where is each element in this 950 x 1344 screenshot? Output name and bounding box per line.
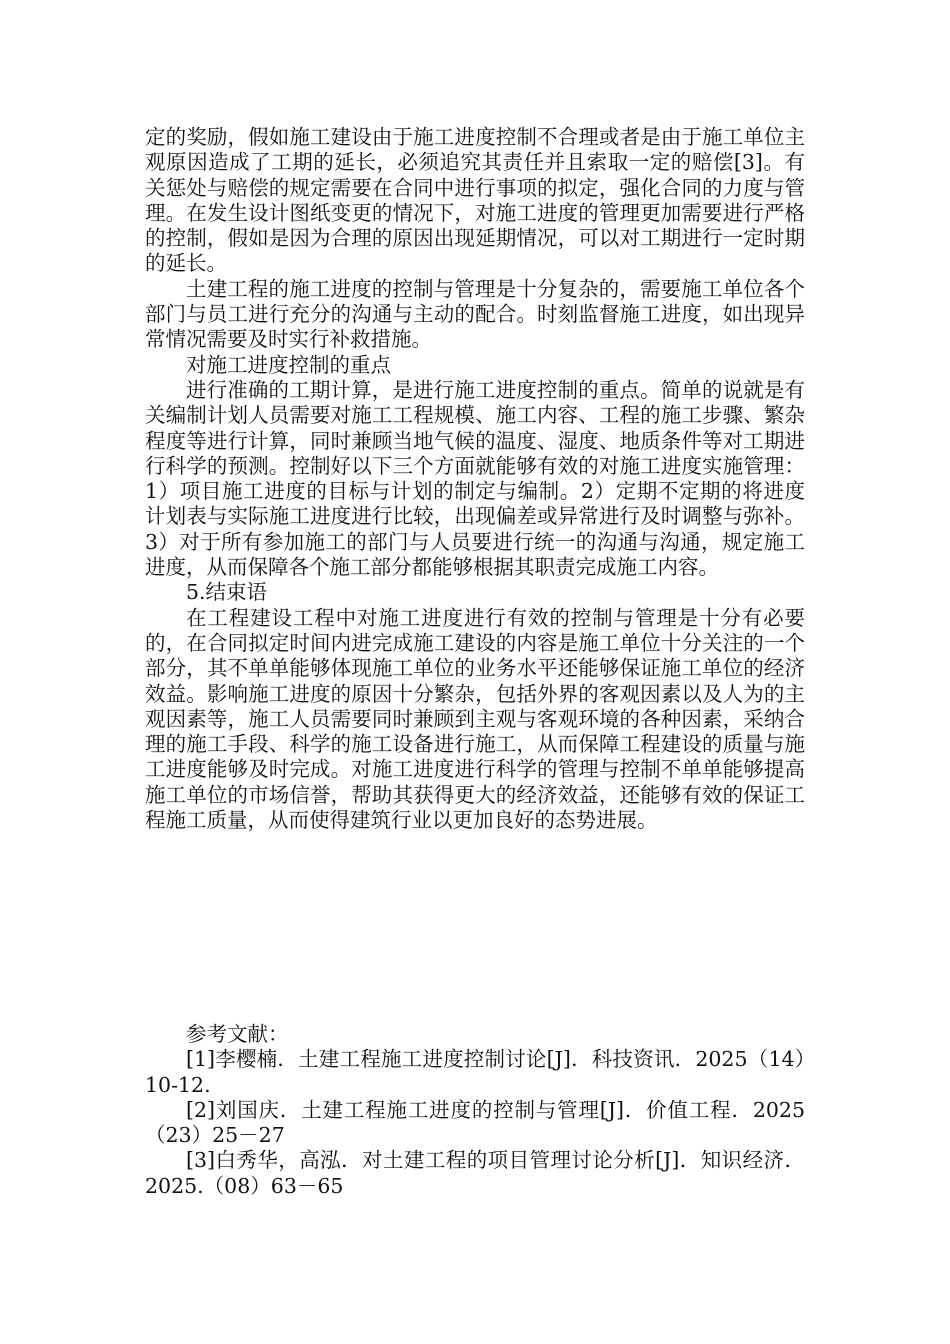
paragraph-contract-continuation: 定的奖励，假如施工建设由于施工进度控制不合理或者是由于施工单位主观原因造成了工期的延长，必须追究其责任并且索取一定的赔偿[3]。有关惩处与赔偿的规定需要在合同中进行事项的拟定，强化合同的力度与管理。在发生设计图纸变更的情况下，对施工进度的管理更加需要进行严格的控制，假如是因为合理的原因出现延期情况，可以对工期进行一定时期的延长。 [145, 125, 805, 276]
references-title: 参考文献： [186, 1022, 289, 1046]
section-heading-conclusion: 5.结束语 [186, 580, 268, 605]
references-section [145, 1022, 805, 1199]
body-text [145, 125, 805, 833]
paragraph-conclusion: 在工程建设工程中对施工进度进行有效的控制与管理是十分有必要的，在合同拟定时间内进完成施工建设的内容是施工单位十分关注的一个部分，其不单单能够体现施工单位的业务水平还能够保证施工单位的经济效益。影响施工进度的原因十分繁杂，包括外界的客观因素以及人为的主观因素等，施工人员需要同时兼顾到主观与客观环境的各种因素，采纳合理的施工手段、科学的施工设备进行施工，从而保障工程建设的质量与施工进度能够及时完成。对施工进度进行科学的管理与控制不单单能够提高施工单位的市场信誉，帮助其获得更大的经济效益，还能够有效的保证工程施工质量，从而使得建筑行业以更加良好的态势进展。 [145, 605, 805, 833]
reference-item: [2]刘国庆．土建工程施工进度的控制与管理[J]．价值工程．2025（23）25－27 [145, 1097, 805, 1148]
paragraph-focus: 进行准确的工期计算，是进行施工进度控制的重点。简单的说就是有关编制计划人员需要对施工工程规模、施工内容、工程的施工步骤、繁杂程度等进行计算，同时兼顾当地气候的温度、湿度、地质条件等对工期进行科学的预测。控制好以下三个方面就能够有效的对施工进度实施管理：1）项目施工进度的目标与计划的制定与编制。2）定期不定期的将进度计划表与实际施工进度进行比较，出现偏差或异常进行及时调整与弥补。3）对于所有参加施工的部门与人员要进行统一的沟通与沟通，规定施工进度，从而保障各个施工部分都能够根据其职责完成施工内容。 [145, 377, 805, 580]
reference-item: [3]白秀华，高泓．对土建工程的项目管理讨论分析[J]．知识经济．2025.（08）63－65 [145, 1148, 805, 1198]
reference-item: [1]李樱楠．土建工程施工进度控制讨论[J]．科技资讯．2025（14）10-12. [145, 1047, 805, 1097]
section-heading-focus: 对施工进度控制的重点 [186, 352, 391, 377]
paragraph-coordination: 土建工程的施工进度的控制与管理是十分复杂的，需要施工单位各个部门与员工进行充分的沟通与主动的配合。时刻监督施工进度，如出现异常情况需要及时实行补救措施。 [145, 276, 805, 352]
